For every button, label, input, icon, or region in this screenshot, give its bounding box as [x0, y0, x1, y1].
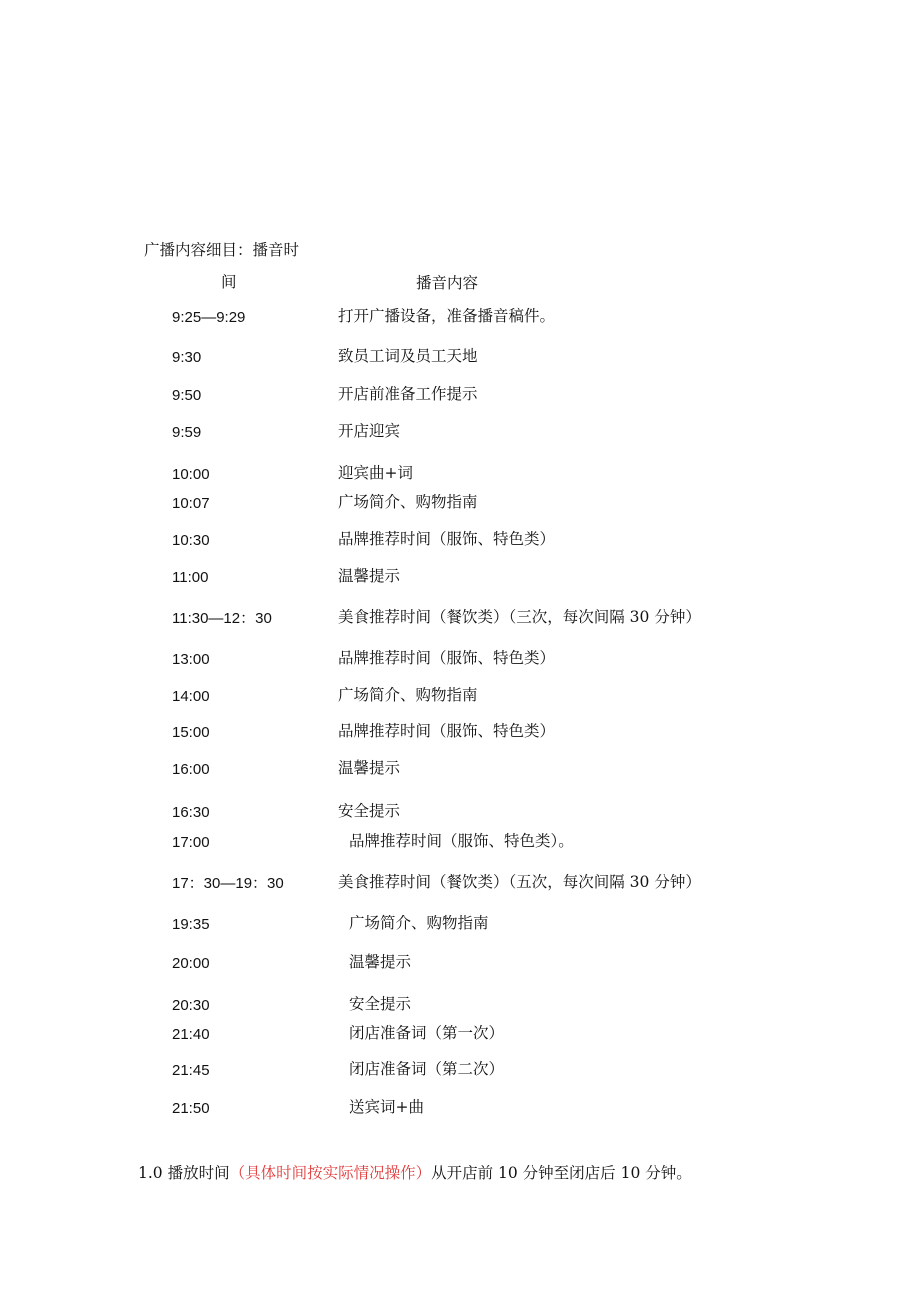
schedule-time: 9:25—9:29 [172, 309, 246, 326]
schedule-content: 送宾词+曲 [349, 1098, 424, 1116]
schedule-time: 15:00 [172, 724, 210, 741]
schedule-time: 17：30—19：30 [172, 875, 284, 892]
footer-note [138, 1163, 692, 1183]
schedule-content: 品牌推荐时间（服饰、特色类）。 [349, 832, 574, 850]
schedule-content: 温馨提示 [349, 953, 412, 971]
schedule-content: 广场简介、购物指南 [338, 686, 478, 704]
section-title: 广播内容细目：播音时 [144, 241, 300, 259]
schedule-content: 品牌推荐时间（服饰、特色类） [338, 722, 556, 740]
schedule-time: 11:00 [172, 569, 209, 586]
schedule-time: 9:50 [172, 387, 202, 404]
schedule-time: 20:30 [172, 997, 210, 1014]
time-column-header: 间 [221, 273, 237, 291]
schedule-content: 打开广播设备，准备播音稿件。 [338, 307, 556, 325]
schedule-time: 21:40 [172, 1026, 210, 1043]
schedule-content: 开店迎宾 [338, 422, 401, 440]
schedule-content: 美食推荐时间（餐饮类）（三次，每次间隔 30 分钟） [338, 608, 701, 626]
schedule-content: 致员工词及员工天地 [338, 347, 478, 365]
schedule-time: 9:59 [172, 424, 202, 441]
schedule-time: 11:30—12：30 [172, 610, 272, 627]
schedule-time: 21:45 [172, 1062, 210, 1079]
schedule-content: 闭店准备词（第一次） [349, 1024, 505, 1042]
schedule-time: 10:07 [172, 495, 210, 512]
schedule-content: 温馨提示 [338, 759, 401, 777]
schedule-content: 安全提示 [338, 802, 401, 820]
schedule-content: 广场简介、购物指南 [349, 914, 489, 932]
schedule-time: 19:35 [172, 916, 210, 933]
footer-prefix: 1.0 播放时间 [138, 1164, 230, 1182]
schedule-content: 安全提示 [349, 995, 412, 1013]
content-column-header: 播音内容 [416, 274, 479, 292]
schedule-content: 品牌推荐时间（服饰、特色类） [338, 530, 556, 548]
schedule-time: 10:00 [172, 466, 210, 483]
schedule-time: 14:00 [172, 688, 210, 705]
schedule-time: 13:00 [172, 651, 210, 668]
schedule-content: 开店前准备工作提示 [338, 385, 478, 403]
schedule-time: 21:50 [172, 1100, 210, 1117]
schedule-time: 9:30 [172, 349, 202, 366]
schedule-time: 17:00 [172, 834, 210, 851]
schedule-content: 广场简介、购物指南 [338, 493, 478, 511]
schedule-content: 美食推荐时间（餐饮类）（五次，每次间隔 30 分钟） [338, 873, 701, 891]
schedule-content: 闭店准备词（第二次） [349, 1060, 505, 1078]
schedule-content: 品牌推荐时间（服饰、特色类） [338, 649, 556, 667]
schedule-time: 10:30 [172, 532, 210, 549]
schedule-time: 20:00 [172, 955, 210, 972]
schedule-time: 16:00 [172, 761, 210, 778]
schedule-content: 迎宾曲+词 [338, 464, 413, 482]
footer-red-note: （具体时间按实际情况操作） [229, 1164, 432, 1182]
footer-suffix: 从开店前 10 分钟至闭店后 10 分钟。 [431, 1164, 692, 1182]
schedule-content: 温馨提示 [338, 567, 401, 585]
schedule-time: 16:30 [172, 804, 210, 821]
